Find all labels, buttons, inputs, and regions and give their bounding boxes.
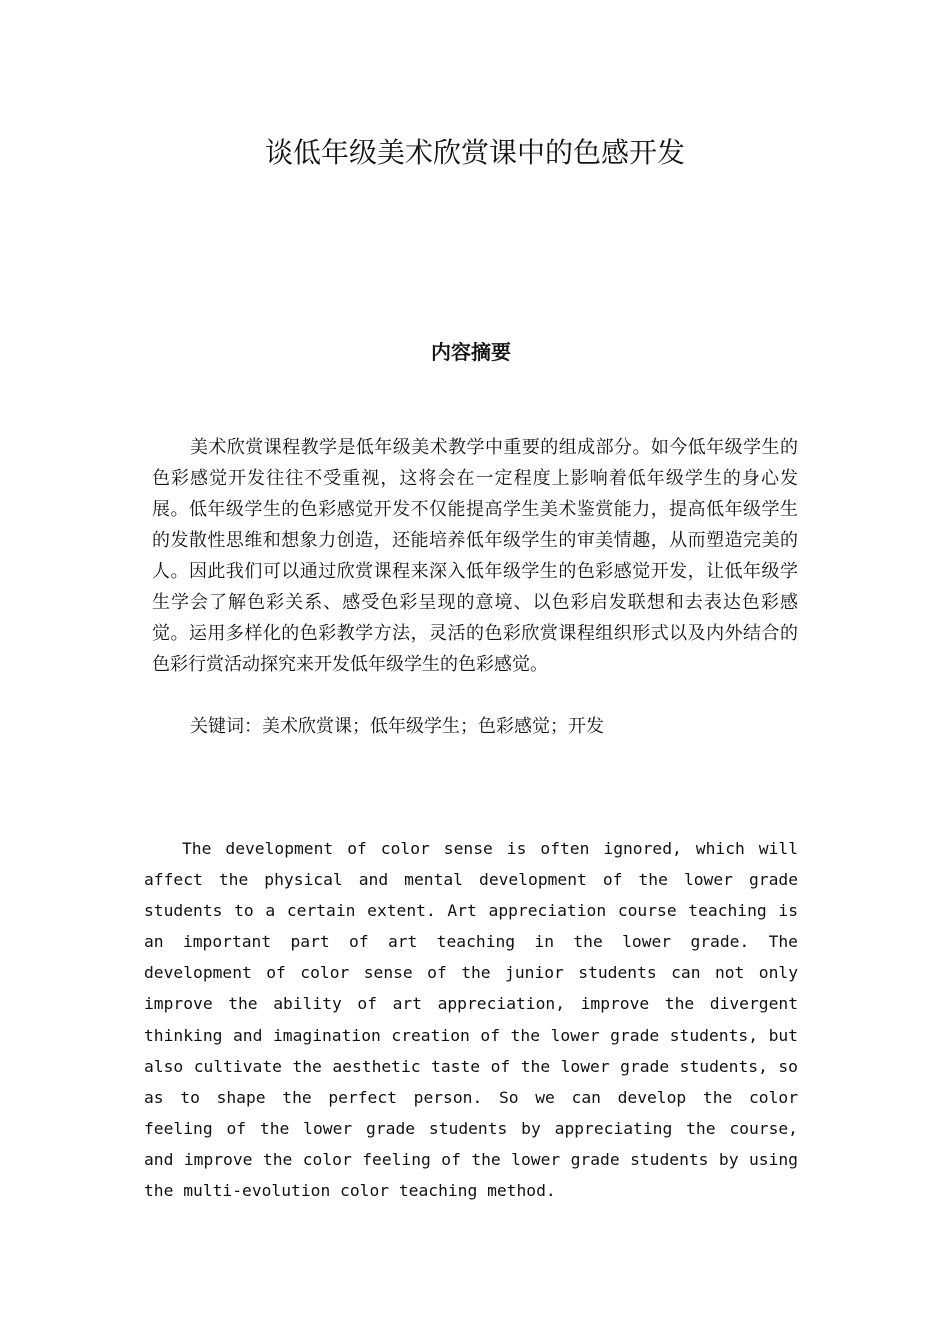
chinese-abstract-paragraph: 美术欣赏课程教学是低年级美术教学中重要的组成部分。如今低年级学生的色彩感觉开发往往不受重视，这将会在一定程度上影响着低年级学生的身心发展。低年级学生的色彩感觉开发不仅能提高学生美术鉴赏能力，提高低年级学生的发散性思维和想象力创造，还能培养低年级学生的审美情趣，从而塑造完美的人。因此我们可以通过欣赏课程来深入低年级学生的色彩感觉开发，让低年级学生学会了解色彩关系、感受色彩呈现的意境、以色彩启发联想和去表达色彩感觉。运用多样化的色彩教学方法，灵活的色彩欣赏课程组织形式以及内外结合的色彩行赏活动探究来开发低年级学生的色彩感觉。 bbox=[152, 437, 798, 675]
keywords-line: 关键词：美术欣赏课；低年级学生；色彩感觉；开发 bbox=[190, 716, 604, 737]
abstract-heading: 内容摘要 bbox=[431, 340, 511, 364]
english-abstract-paragraph: The development of color sense is often ignored, which will affect the physical and mental development of the lower grade students to a certain extent. Art appreciation course teaching is an important part of art teaching in the lower grade. The development of color sense of the junior students can not only improve the ability of art appreciation, improve the divergent thinking and imagination creation of the lower grade students, but also cultivate the aesthetic taste of the lower grade students, so as to shape the perfect person. So we can develop the color feeling of the lower grade students by appreciating the course, and improve the color feeling of the lower grade students by using the multi-evolution color teaching method. bbox=[144, 839, 798, 1201]
document-title: 谈低年级美术欣赏课中的色感开发 bbox=[264, 136, 685, 169]
